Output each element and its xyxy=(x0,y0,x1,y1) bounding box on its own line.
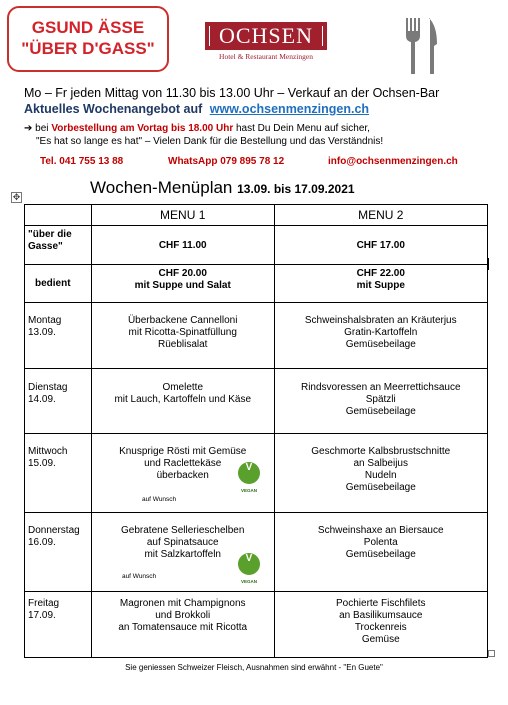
table-row xyxy=(25,592,488,658)
vegan-label: VEGAN xyxy=(240,579,257,584)
day-cell xyxy=(25,303,92,369)
menu-2-line: Spätzli xyxy=(365,394,396,405)
phone-number[interactable]: Tel. 041 755 13 88 xyxy=(40,156,124,167)
menu-2-line: Polenta xyxy=(363,537,398,548)
row-label-gasse: "über die Gasse" xyxy=(25,226,92,265)
menu-1-line: auf Spinatsauce xyxy=(146,537,219,548)
menu-1-line: und Brokkoli xyxy=(155,610,211,621)
price-bedient-menu-1 xyxy=(91,265,274,303)
vegan-v-icon: V xyxy=(238,553,260,575)
on-request-note: auf Wunsch xyxy=(141,496,177,503)
menu-1-cell xyxy=(91,513,274,592)
menu-1-cell xyxy=(91,369,274,434)
price-gasse-menu-2: CHF 17.00 xyxy=(274,226,488,265)
price-bedient-2-sub: mit Suppe xyxy=(356,280,405,291)
fork-knife-icon xyxy=(404,16,440,76)
menu-2-cell xyxy=(274,369,488,434)
thanks-text: "Es hat so lange es hat" – Vielen Dank für die Bestellung und das Verständnis! xyxy=(36,136,384,147)
menu-1-line: mit Ricotta-Spinatfüllung xyxy=(128,327,237,338)
price-bedient-2: CHF 22.00 xyxy=(356,268,405,279)
menu-1-line: Überbackene Cannelloni xyxy=(127,315,238,326)
table-header-row xyxy=(25,205,488,226)
menu-1-line: überbacken xyxy=(156,470,209,481)
menu-2-line: Pochierte Fischfilets xyxy=(336,598,426,609)
menu-2-line: Gemüsebeilage xyxy=(345,339,416,350)
menu-1-line: Knusprige Rösti mit Gemüse xyxy=(119,446,247,457)
day-cell xyxy=(25,369,92,434)
table-row xyxy=(25,369,488,434)
day-name: Mittwoch xyxy=(28,446,68,457)
opening-hours-text: Mo – Fr jeden Mittag von 11.30 bis 13.00 Uhr – Verkauf an der Ochsen-Bar xyxy=(24,86,440,100)
row-label-bedient: bedient xyxy=(25,265,92,303)
menu-table xyxy=(24,204,488,658)
day-date: 13.09. xyxy=(28,327,56,338)
preorder-deadline: Vorbestellung am Vortag bis 18.00 Uhr xyxy=(51,123,234,134)
menu-2-line: an Salbeijus xyxy=(353,458,408,469)
weekly-offer-label: Aktuelles Wochenangebot auf xyxy=(24,102,203,116)
header-empty xyxy=(25,205,92,226)
day-name: Donnerstag xyxy=(28,525,80,536)
preorder-pre: bei xyxy=(35,123,49,134)
menu-1-line: mit Lauch, Kartoffeln und Käse xyxy=(114,394,252,405)
menu-2-line: Rindsvoressen an Meerrettichsauce xyxy=(300,382,461,393)
menu-1-line: Omelette xyxy=(162,382,204,393)
header-menu-2: MENU 2 xyxy=(274,205,488,226)
menu-2-cell xyxy=(274,434,488,513)
ochsen-logo xyxy=(205,22,327,66)
menu-2-cell xyxy=(274,513,488,592)
day-date: 17.09. xyxy=(28,610,56,621)
price-bedient-menu-2 xyxy=(274,265,488,303)
menu-2-line: Nudeln xyxy=(364,470,397,481)
email-address[interactable]: info@ochsenmenzingen.ch xyxy=(328,156,458,167)
vegan-label: VEGAN xyxy=(240,488,257,493)
menu-2-line: Gemüse xyxy=(361,634,400,645)
day-cell xyxy=(25,592,92,658)
price-gasse-menu-1: CHF 11.00 xyxy=(91,226,274,265)
menu-1-cell xyxy=(91,434,274,513)
day-name: Dienstag xyxy=(28,382,68,393)
header-menu-1: MENU 1 xyxy=(91,205,274,226)
table-row xyxy=(25,303,488,369)
menu-1-cell xyxy=(91,303,274,369)
text-cursor xyxy=(488,258,489,270)
table-row-bedient xyxy=(25,265,488,303)
table-row-gasse xyxy=(25,226,488,265)
day-name: Freitag xyxy=(28,598,60,609)
title-main: Wochen-Menüplan xyxy=(90,178,233,197)
badge-line-1: GSUND ÄSSE xyxy=(31,18,145,37)
menu-2-line: Gemüsebeilage xyxy=(345,406,416,417)
page-title xyxy=(90,178,355,198)
preorder-post: hast Du Dein Menu auf sicher, xyxy=(236,123,370,134)
day-date: 16.09. xyxy=(28,537,56,548)
vegan-v-icon: V xyxy=(238,462,260,484)
menu-1-line: Gebratene Sellerieschelben xyxy=(121,525,245,536)
badge-line-2: "ÜBER D'GASS" xyxy=(21,39,155,58)
gsund-asse-badge xyxy=(7,6,169,72)
day-date: 15.09. xyxy=(28,458,56,469)
price-bedient-1: CHF 20.00 xyxy=(158,268,207,279)
move-handle-icon[interactable]: ✥ xyxy=(12,192,21,202)
website-link[interactable]: www.ochsenmenzingen.ch xyxy=(209,102,370,116)
on-request-note: auf Wunsch xyxy=(121,573,157,580)
menu-1-line: an Tomatensauce mit Ricotta xyxy=(118,622,248,633)
menu-2-cell xyxy=(274,303,488,369)
title-dates: 13.09. bis 17.09.2021 xyxy=(237,182,355,196)
preorder-line xyxy=(24,123,370,134)
day-date: 14.09. xyxy=(28,394,56,405)
menu-2-line: Schweinshalsbraten an Kräuterjus xyxy=(304,315,457,326)
footer-note: Sie geniessen Schweizer Fleisch, Ausnahmen sind erwähnt - "En Guete" xyxy=(125,663,383,672)
resize-handle[interactable] xyxy=(488,650,495,657)
menu-1-cell xyxy=(91,592,274,658)
table-row xyxy=(25,434,488,513)
menu-1-line: und Raclettekäse xyxy=(144,458,222,469)
logo-word: OCHSEN xyxy=(205,22,327,50)
whatsapp-number[interactable]: WhatsApp 079 895 78 12 xyxy=(168,156,285,167)
menu-2-cell xyxy=(274,592,488,658)
weekly-offer-line xyxy=(24,102,369,116)
menu-2-line: Schweinshaxe an Biersauce xyxy=(317,525,444,536)
logo-subtitle: Hotel & Restaurant Menzingen xyxy=(219,52,313,61)
menu-1-line: Rüeblisalat xyxy=(157,339,208,350)
menu-1-line: Magronen mit Champignons xyxy=(119,598,246,609)
menu-2-line: Gemüsebeilage xyxy=(345,549,416,560)
menu-2-line: Gratin-Kartoffeln xyxy=(344,327,418,338)
menu-2-line: Gemüsebeilage xyxy=(345,482,416,493)
menu-2-line: Trockenreis xyxy=(354,622,407,633)
day-name: Montag xyxy=(28,315,62,326)
menu-2-line: Geschmorte Kalbsbrustschnitte xyxy=(311,446,451,457)
menu-1-line: mit Salzkartoffeln xyxy=(144,549,221,560)
menu-2-line: an Basilikumsauce xyxy=(339,610,423,621)
table-row xyxy=(25,513,488,592)
day-cell xyxy=(25,434,92,513)
day-cell xyxy=(25,513,92,592)
arrow-icon: ➔ xyxy=(24,123,33,134)
price-bedient-1-sub: mit Suppe und Salat xyxy=(134,280,231,291)
